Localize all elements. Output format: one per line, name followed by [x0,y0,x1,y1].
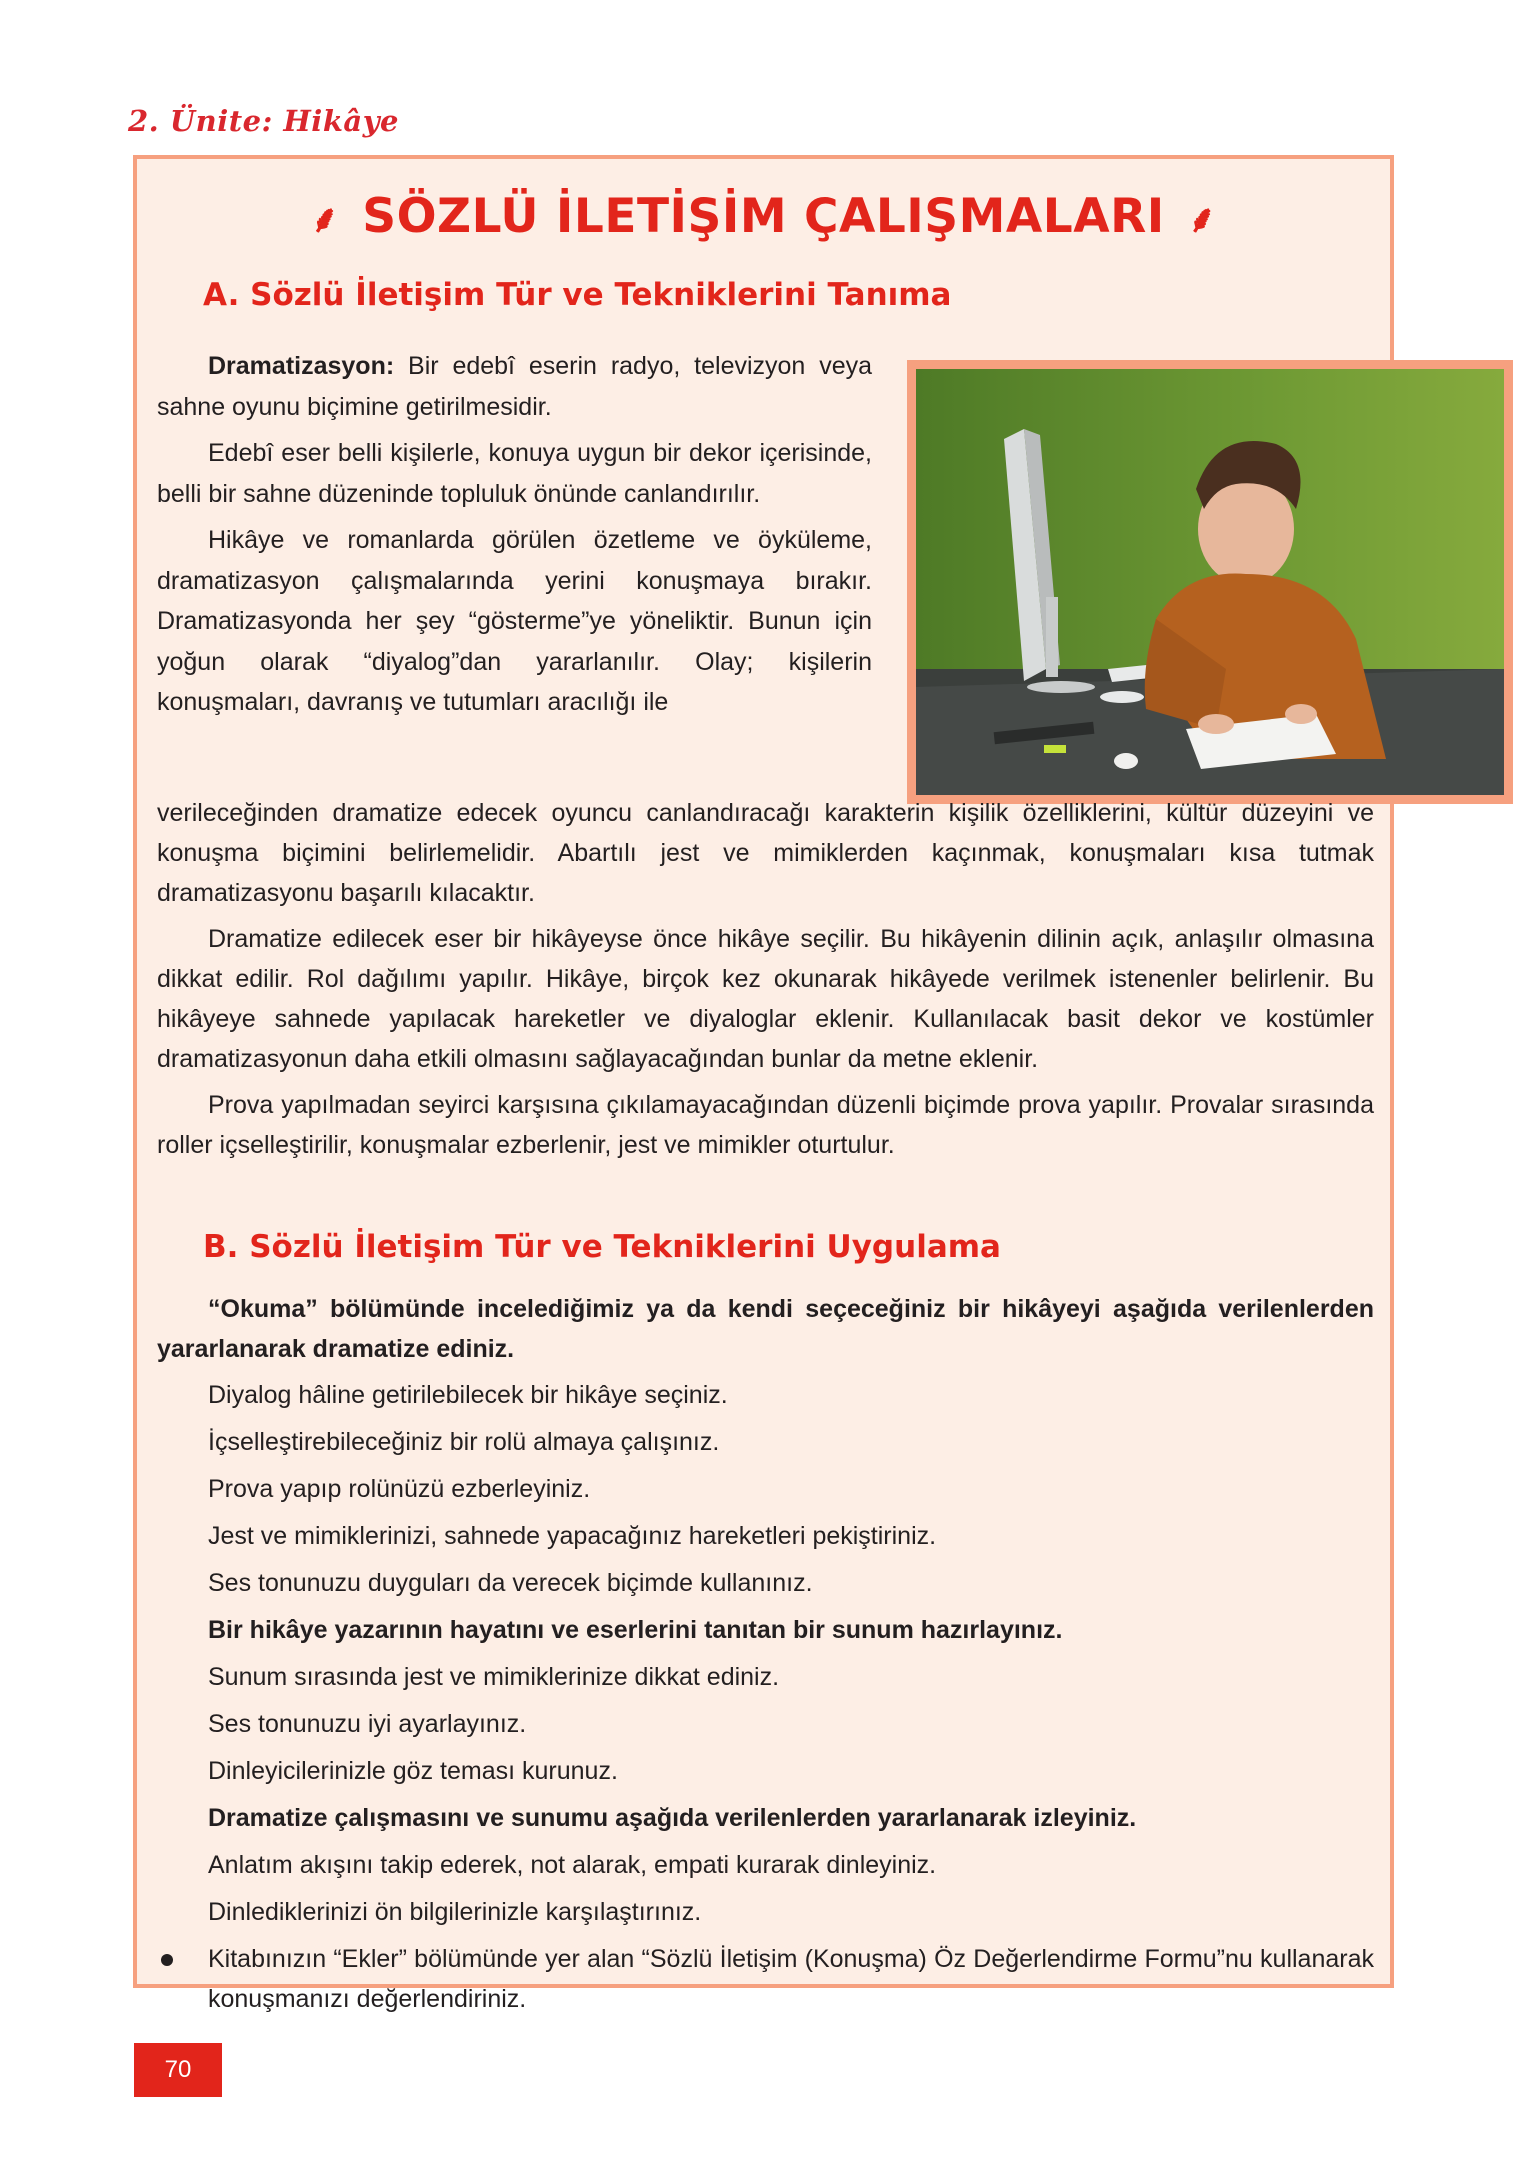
list-item: Anlatım akışını takip ederek, not alarak, empati kurarak dinleyiniz. [208,1851,937,1879]
bullet-text: Kitabınızın “Ekler” bölümünde yer alan “Sözlü İletişim (Konuşma) Öz Değerlendirme Formu”nu kullanarak konuşmanızı değerlendiriniz. [208,1945,1374,2013]
page-number: 70 [134,2043,222,2097]
list-item: Jest ve mimiklerinizi, sahnede yapacağınız hareketleri pekiştiriniz. [208,1522,937,1550]
paragraph-5: Prova yapılmadan seyirci karşısına çıkılamayacağından düzenli biçimde prova yapılır. Provalar sırasında roller içselleştirilir, konuşmalar ezberlenir, jest ve mimikler oturtulur. [157,1091,1374,1159]
list-item: Ses tonunuzu duyguları da verecek biçimde kullanınız. [208,1569,813,1597]
definition-text: Bir edebî eserin radyo, televizyon veya sahne oyunu biçimine getirilmesidir. [157,352,872,421]
page-title [137,189,1390,244]
list-item: Dinlediklerinizi ön bilgilerinizle karşılaştırınız. [208,1898,702,1926]
list-item: Dramatize çalışmasını ve sunumu aşağıda verilenlerden yararlanarak izleyiniz. [208,1804,1137,1832]
section-a-body [157,793,1374,1171]
bullet-dot-icon [161,1954,173,1966]
page-title-text: SÖZLÜ İLETİŞİM ÇALIŞMALARI [362,189,1165,244]
unit-header: 2. Ünite: Hikâye [128,104,400,138]
list-item: Diyalog hâline getirilebilecek bir hikâye seçiniz. [208,1381,728,1409]
section-b-lead-text: “Okuma” bölümünde incelediğimiz ya da kendi seçeceğiniz bir hikâyeyi aşağıda verilenlerden yararlanarak dramatize ediniz. [157,1295,1374,1363]
ornament-right-icon: ⸙ [1187,197,1217,241]
bullet-block [157,1939,1374,2019]
list-item: Dinleyicilerinizle göz teması kurunuz. [208,1757,618,1785]
content-frame [133,155,1394,2013]
student-writing-photo [907,360,1513,804]
paragraph-4: Dramatize edilecek eser bir hikâyeyse önce hikâye seçilir. Bu hikâyenin dilinin açık, anlaşılır olmasına dikkat edilir. Rol dağılımı yapılır. Hikâye, birçok kez okunarak hikâyede verilmek istenenler belirlenir. Bu hikâyeye sahnede yapılacak hareketler ve diyaloglar eklenir. Kullanılacak basit dekor ve kostümler dramatizasyonun daha etkili olmasını sağlayacağından bunlar da metne eklenir. [157,925,1374,1073]
photo-illustration [916,369,1504,795]
list-item-bullet [157,1939,1374,2019]
ornament-left-icon: ⸙ [310,197,340,241]
list-item: Prova yapıp rolünüzü ezberleyiniz. [208,1475,591,1503]
section-a-intro [157,346,872,729]
list-item: İçselleştirebileceğiniz bir rolü almaya çalışınız. [208,1428,720,1456]
paragraph-3-end: verileceğinden dramatize edecek oyuncu canlandıracağı karakterin kişilik özelliklerini, kültür düzeyini ve konuşma biçimini belirlemelidir. Abartılı jest ve mimiklerden kaçınmak, konuşmaları kısa tutmak dramatizasyonu başarılı kılacaktır. [157,799,1374,907]
list-item: Ses tonunuzu iyi ayarlayınız. [208,1710,527,1738]
paragraph-3-start: Hikâye ve romanlarda görülen özetleme ve öyküleme, dramatizasyon çalışmalarında yerini konuşmaya bırakır. Dramatizasyonda her şey “gösterme”ye yöneliktir. Bunun için yoğun olarak “diyalog”dan yararlanılır. Olay; kişilerin konuşmaları, davranış ve tutumları aracılığı ile [157,526,872,716]
list-item: Sunum sırasında jest ve mimiklerinize dikkat ediniz. [208,1663,780,1691]
list-item: Bir hikâye yazarının hayatını ve eserlerini tanıtan bir sunum hazırlayınız. [208,1616,1063,1644]
definition-paragraph [157,346,872,427]
section-b-heading: B. Sözlü İletişim Tür ve Tekniklerini Uygulama [203,1229,1001,1265]
activity-list [157,1375,1374,1939]
definition-term: Dramatizasyon: [208,352,395,380]
section-a-heading: A. Sözlü İletişim Tür ve Tekniklerini Tanıma [203,277,952,313]
section-b-lead [157,1289,1374,1375]
paragraph-2: Edebî eser belli kişilerle, konuya uygun bir dekor içerisinde, belli bir sahne düzeninde topluluk önünde canlandırılır. [157,439,872,508]
